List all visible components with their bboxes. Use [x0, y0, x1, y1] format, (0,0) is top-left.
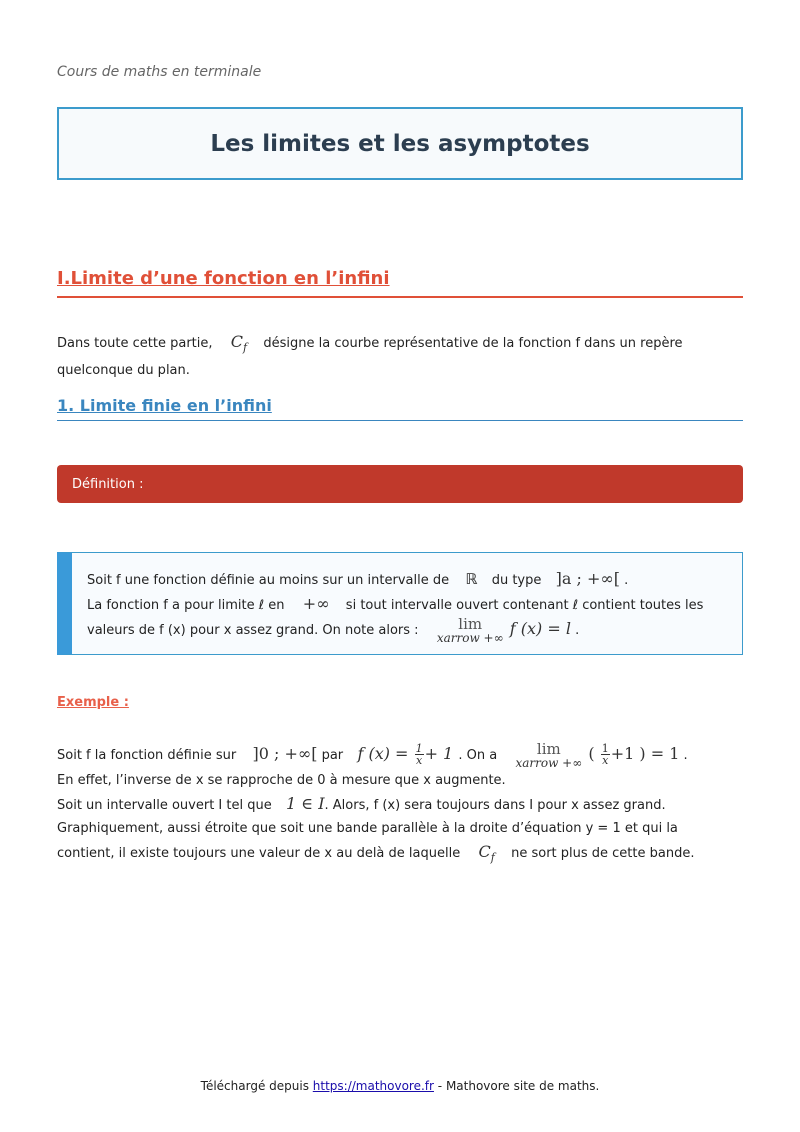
definition-box: Soit f une fonction définie au moins sur un intervalle de ℝ du type ]a ; +∞[ . La fonction f a pour limite ℓ en +∞ si tout intervalle ouvert contenant ℓ contient toutes les valeurs de f (x) pour x assez grand. On note alors : lim xarrow +∞ f (x) = l .	[57, 552, 743, 655]
title-box	[57, 107, 743, 180]
curve-symbol-example: $C_f$	[478, 842, 495, 865]
plus-infinity: +∞	[302, 594, 330, 613]
example-label: Exemple :	[57, 695, 129, 710]
course-subtitle: Cours de maths en terminale	[57, 64, 262, 80]
reals-symbol: ℝ	[465, 570, 478, 588]
section-heading: I.Limite d’une fonction en l’infini	[57, 268, 743, 298]
function-definition: f (x) = $\frac{1}{x}$ + 1	[357, 742, 454, 767]
example-text: Soit f la fonction définie sur ]0 ; +∞[ par f (x) = $\frac{1}{x}$ + 1 . On a lim xarrow +∞ ( $\frac{1}{x}$ +1 ) = 1 . En effet, l’inverse de x se rapproche de 0 à mesure que x augmente. Soit un intervalle ouvert I tel que 1 ∈ I. Alors, f (x) sera toujours dans I pour x assez grand. Graphiquement, aussi étroite que soit une bande parallèle à la droite d’équation y = 1 et qui la contient, il existe toujours une valeur de x au delà de laquelle $C_f$ ne sort plus de cette bande.	[57, 740, 695, 865]
limit-notation: lim xarrow +∞	[436, 615, 504, 645]
footer-link[interactable]: https://mathovore.fr	[312, 1079, 434, 1093]
section-intro: Dans toute cette partie, $C_f$ désigne la courbe représentative de la fonction f dans un repère quelconque du plan.	[57, 332, 683, 379]
footer: Téléchargé depuis https://mathovore.fr - Mathovore site de maths.	[200, 1079, 600, 1093]
membership-math: 1 ∈ I	[286, 794, 325, 813]
interval-math: ]a ; +∞[	[555, 569, 620, 588]
curve-symbol: $C_f$	[230, 332, 248, 355]
subsection-heading: 1. Limite finie en l’infini	[57, 396, 743, 421]
example-limit-expression: ( $\frac{1}{x}$ +1 ) = 1	[588, 742, 680, 767]
domain-interval: ]0 ; +∞[	[252, 744, 318, 763]
definition-label: Définition :	[72, 476, 144, 492]
limit-expression: f (x) = l	[509, 619, 571, 638]
definition-label-bar	[57, 465, 743, 503]
example-limit-notation: lim xarrow +∞	[515, 740, 583, 770]
page-title: Les limites et les asymptotes	[210, 130, 590, 157]
